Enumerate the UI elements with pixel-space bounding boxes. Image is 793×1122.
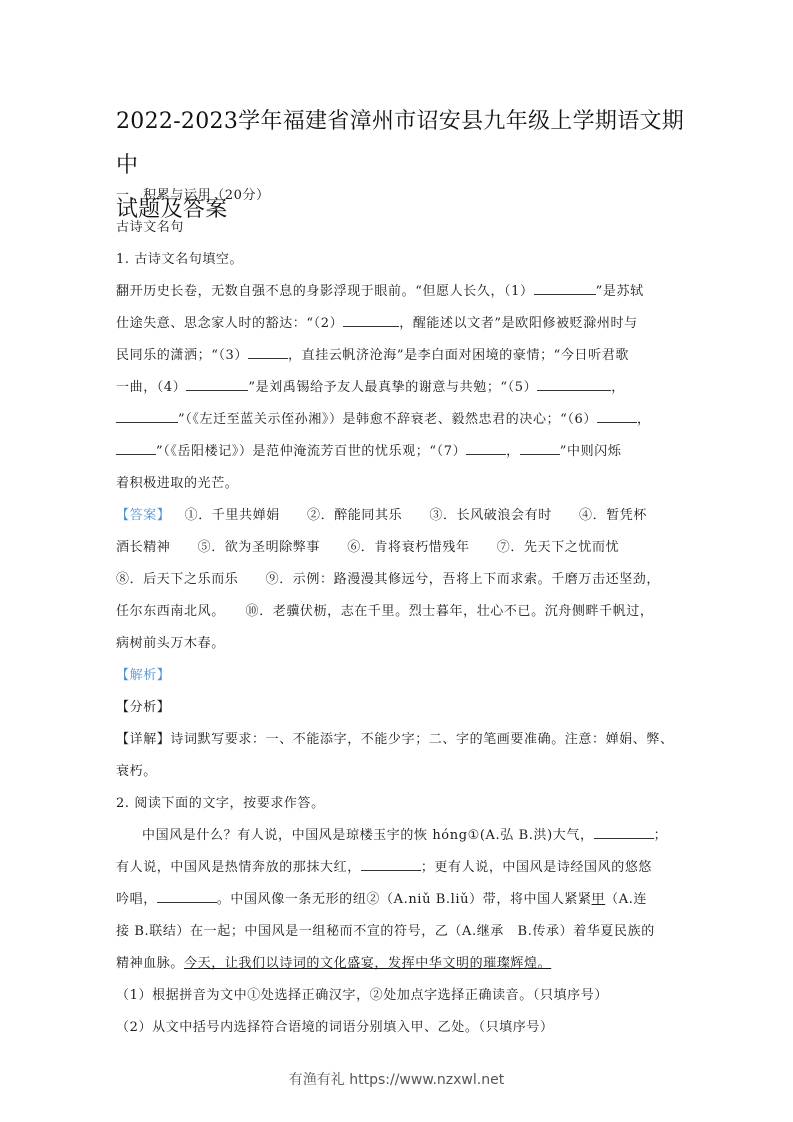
fill-blank (157, 890, 217, 903)
q2-para-line: 中国风是什么？有人说，中国风是琼楼玉宇的恢 hóng①(A.弘 B.洪)大气， ； (142, 828, 668, 843)
fill-blank (343, 314, 399, 327)
document-title (116, 100, 691, 232)
fill-blank (594, 826, 654, 839)
q2-sub2: （2）从文中括号内选择符合语境的词语分别填入甲、乙处。（只填序号） (116, 1020, 554, 1035)
section-heading: 一、积累与运用（20分） (116, 188, 270, 203)
detail-line: 衰朽。 (116, 764, 157, 779)
fill-blank (116, 410, 178, 423)
subheading: 古诗文名句 (116, 220, 185, 235)
fill-blank (597, 410, 637, 423)
q2-para-line: 精神血脉。今天，让我们以诗词的文化盛宴，发挥中华文明的璀璨辉煌。 (116, 956, 552, 971)
q2-sub1: （1）根据拼音为文中①处选择正确汉字，②处加点字选择正确读音。（只填序号） (116, 988, 608, 1003)
title-line-2: 试题及答案 (116, 197, 228, 222)
fenxi-label: 【分析】 (116, 700, 171, 715)
fill-blank (537, 378, 611, 391)
detail-line: 【详解】诗词默写要求：一、不能添字，不能少字；二、字的笔画要准确。注意：婵娟、弊、 (116, 732, 674, 747)
q1-line: ”（《岳阳楼记》）是范仲淹流芳百世的忧乐观；“（7） ， ”中则闪烁 (116, 442, 621, 462)
q2-para-line: 有人说，中国风是热情奔放的那抹大红， ；更有人说，中国风是诗经国风的悠悠 (116, 860, 653, 875)
fill-blank (116, 442, 156, 455)
fill-blank (520, 442, 560, 455)
fill-blank (361, 858, 421, 871)
fill-blank (534, 282, 596, 295)
analysis-label: 【解析】 (116, 668, 171, 683)
fill-blank (186, 378, 248, 391)
q1-line: 民同乐的潇洒；“（3） ，直挂云帆济沧海”是李白面对困境的豪情；“今日听君歌 (116, 348, 629, 363)
q1-line: 着积极进取的光芒。 (116, 476, 239, 491)
q2-para-line: 接 B.联结）在一起；中国风是一组秘而不宣的符号，乙（A.继承 B.传承）着华夏民族的 (116, 924, 655, 939)
q1-line: 翻开历史长卷，无数自强不息的身影浮现于眼前。“但愿人长久，（1） ”是苏轼 (116, 284, 644, 299)
answer-line: 【答案】 ①．千里共婵娟 ②．醉能同其乐 ③．长风破浪会有时 ④．暂凭杯 (116, 508, 648, 523)
q1-line: 仕途失意、思念家人时的豁达：“（2） ，醒能述以文者”是欧阳修被贬滁州时与 (116, 316, 638, 331)
answer-line: ⑧．后天下之乐而乐 ⑨．示例：路漫漫其修远兮，吾将上下而求索。千磨万击还坚劲， (116, 572, 661, 587)
q1-label: 1. 古诗文名句填空。 (116, 252, 244, 267)
answer-line: 病树前头万木春。 (116, 636, 225, 651)
footer-watermark: 有渔有礼 https://www.nzxwl.net (288, 1072, 505, 1088)
detail-label: 【详解】 (116, 732, 171, 747)
answer-label: 【答案】 (116, 508, 171, 523)
q1-line: ”（《左迁至蓝关示侄孙湘》）是韩愈不辞衰老、毅然忠君的决心；“（6） ， (116, 410, 651, 430)
q2-para-line: 吟唱， 。中国风像一条无形的纽②（A.niǔ B.liǔ）带，将中国人紧紧甲（A.连 (116, 892, 648, 907)
underlined-sentence: 今天，让我们以诗词的文化盛宴，发挥中华文明的璀璨辉煌。 (184, 956, 552, 971)
fill-blank (466, 442, 506, 455)
answer-line: 酒长精神 ⑤．欲为圣明除弊事 ⑥．肯将衰朽惜残年 ⑦．先天下之忧而忧 (116, 540, 620, 555)
q2-label: 2. 阅读下面的文字，按要求作答。 (116, 796, 325, 811)
title-line-1: 2022-2023学年福建省漳州市诏安县九年级上学期语文期中 (116, 109, 685, 178)
fill-blank (248, 346, 288, 359)
answer-line: 任尔东西南北风。 ⑩．老骥伏枥，志在千里。烈士暮年，壮心不已。沉舟侧畔千帆过， (116, 604, 654, 619)
q1-line: 一曲，（4） ”是刘禹锡给予友人最真挚的谢意与共勉；“（5） ， (116, 380, 625, 395)
